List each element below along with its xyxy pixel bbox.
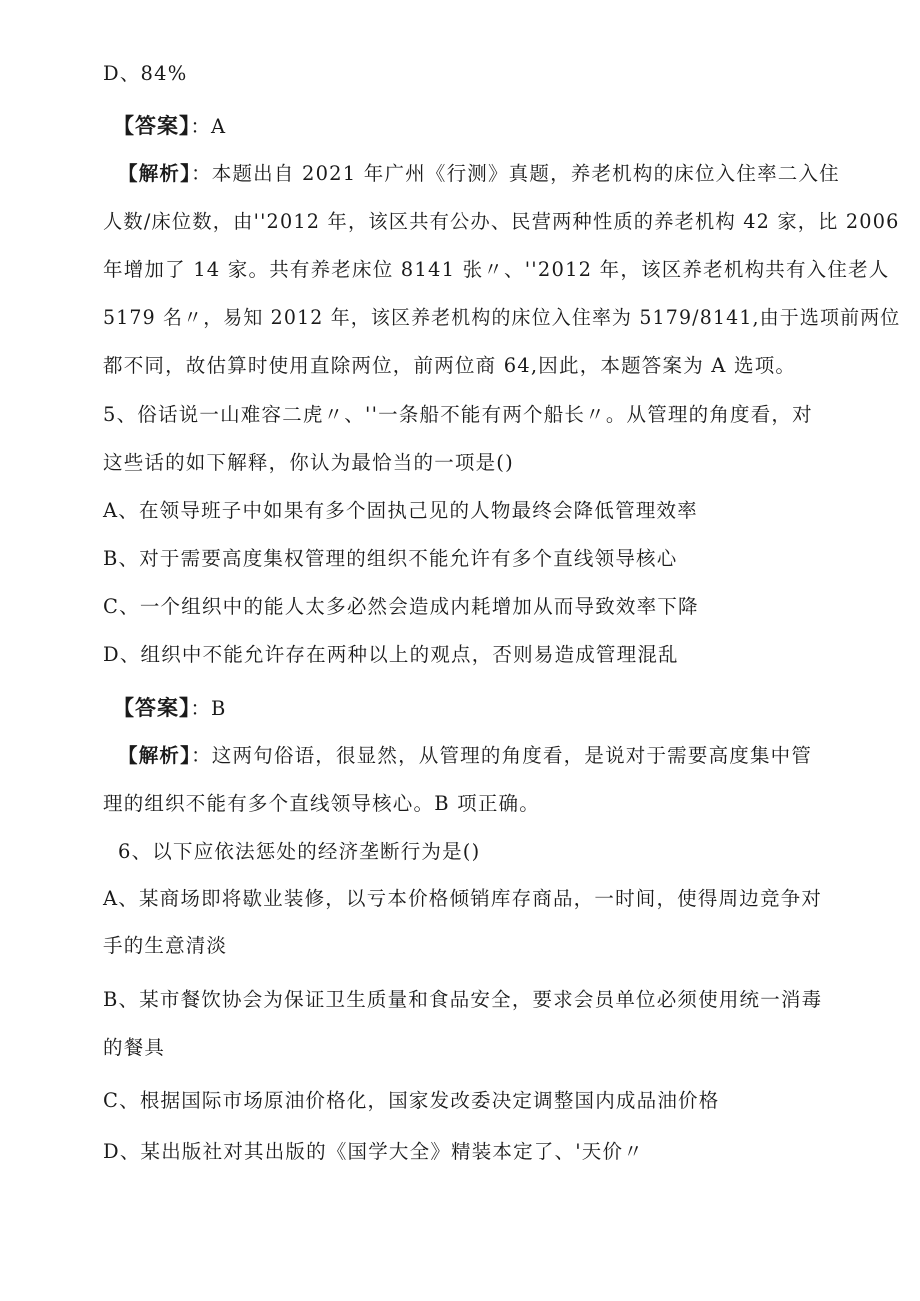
q6-option-a-line-1: A、某商场即将歇业装修，以亏本价格倾销库存商品，一时间，使得周边竞争对 [103, 887, 823, 910]
q5-option-d: D、组织中不能允许存在两种以上的观点，否则易造成管理混乱 [103, 643, 679, 666]
q5-option-b: B、对于需要高度集权管理的组织不能允许有多个直线领导核心 [103, 547, 678, 570]
q5-stem-line-2: 这些话的如下解释，你认为最恰当的一项是() [103, 451, 514, 474]
q4-explanation-line-2: 人数/床位数，由''2012 年，该区共有公办、民营两种性质的养老机构 42 家，比 2006 [103, 210, 900, 233]
q4-explanation-line-4: 5179 名〃，易知 2012 年，该区养老机构的床位入住率为 5179/8141,由于选项前两位 [103, 306, 901, 329]
answer-label: 【答案】 [113, 696, 191, 720]
q6-option-d: D、某出版社对其出版的《国学大全》精装本定了、'天价〃 [103, 1140, 644, 1163]
answer-label: 【答案】 [113, 114, 191, 138]
q5-stem-line-1: 5、俗话说一山难容二虎〃、''一条船不能有两个船长〃。从管理的角度看，对 [103, 403, 813, 426]
q5-option-a: A、在领导班子中如果有多个固执己见的人物最终会降低管理效率 [103, 499, 698, 522]
explanation-text: ：这两句俗语，很显然，从管理的角度看，是说对于需要高度集中管 [191, 744, 813, 767]
q4-explanation-line-5: 都不同，故估算时使用直除两位，前两位商 64,因此，本题答案为 A 选项。 [103, 354, 797, 377]
q6-stem: 6、以下应依法惩处的经济垄断行为是() [118, 840, 481, 863]
q4-explanation-line-3: 年增加了 14 家。共有养老床位 8141 张〃、''2012 年，该区养老机构共有入住老人 [103, 258, 890, 281]
answer-value: ：B [190, 697, 227, 720]
q5-option-c: C、一个组织中的能人太多必然会造成内耗增加从而导致效率下降 [103, 595, 699, 618]
q5-explanation-line-1 [118, 743, 812, 769]
q5-answer [113, 695, 226, 722]
answer-value: ：A [190, 115, 227, 138]
q4-answer [113, 113, 226, 140]
explanation-text: ：本题出自 2021 年广州《行测》真题，养老机构的床位入住率二入住 [191, 162, 840, 185]
explanation-label: 【解析】 [118, 162, 192, 185]
q5-explanation-line-2: 理的组织不能有多个直线领导核心。B 项正确。 [103, 792, 540, 815]
q4-option-d: D、84% [103, 62, 188, 85]
q6-option-b-line-2: 的餐具 [103, 1036, 166, 1059]
explanation-label: 【解析】 [118, 744, 192, 767]
q6-option-c: C、根据国际市场原油价格化，国家发改委决定调整国内成品油价格 [103, 1089, 720, 1112]
q6-option-b-line-1: B、某市餐饮协会为保证卫生质量和食品安全，要求会员单位必须使用统一消毒 [103, 988, 823, 1011]
q6-option-a-line-2: 手的生意清淡 [103, 934, 228, 957]
q4-explanation-line-1 [118, 161, 840, 187]
